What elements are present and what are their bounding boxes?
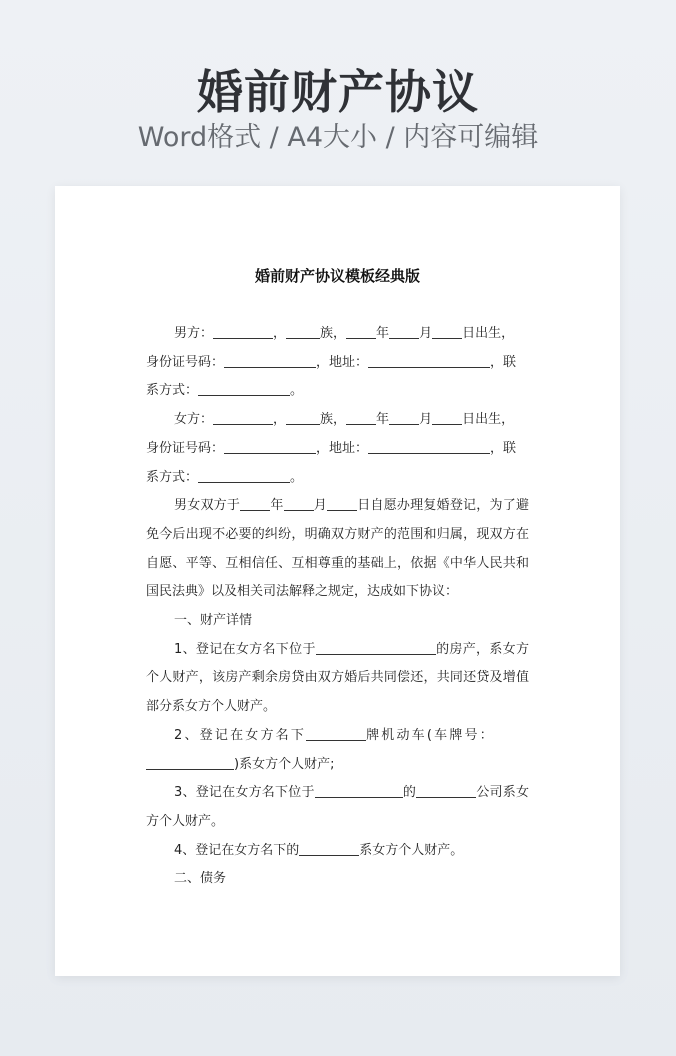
month-label: 月	[419, 326, 433, 341]
item-text-mid: 的	[402, 785, 417, 801]
vehicle-brand-blank	[306, 726, 366, 741]
plate-number-blank	[146, 755, 234, 770]
separator: ，	[273, 326, 287, 341]
item-text-rest: )系女方个人财产;	[234, 756, 335, 772]
item-text: 4、登记在女方名下的	[174, 842, 300, 858]
period: 。	[290, 469, 304, 485]
male-label: 男方：	[174, 326, 214, 341]
year-label: 年	[376, 326, 390, 341]
asset-item-4	[146, 837, 529, 866]
female-id-line	[146, 435, 529, 464]
female-contact-line	[146, 464, 529, 493]
male-day-blank	[432, 324, 462, 339]
asset-item-3	[146, 779, 529, 836]
ethnic-label: 族，	[320, 326, 347, 341]
female-ethnic-blank	[286, 410, 320, 425]
contact-label: 系方式：	[146, 383, 199, 399]
female-id-blank	[224, 439, 316, 454]
item-text: 1、登记在女方名下位于	[174, 641, 316, 657]
house-location-blank	[316, 640, 436, 655]
item-text: 3、登记在女方名下位于	[174, 785, 315, 801]
intro-text-rest: 日自愿办理复婚登记，为了避免今后出现不必要的纠纷，明确双方财产的范围和归属，现双方在自愿、平等、互相信任、互相尊重的基础上，依据《中华人民共和国民法典》以及相关司法解释之规定，达成如下协议：	[146, 498, 529, 600]
contact-label: 系方式：	[146, 469, 199, 485]
item-text-rest: 系女方个人财产。	[359, 842, 464, 858]
section-heading-assets: 一、财产详情	[174, 613, 253, 629]
female-contact-blank	[198, 468, 290, 483]
page-subtitle: Word格式 / A4大小 / 内容可编辑	[137, 122, 539, 153]
page-title: 婚前财产协议	[197, 65, 479, 119]
male-contact-blank	[198, 381, 290, 396]
intro-paragraph	[146, 492, 529, 607]
male-contact-line	[146, 377, 529, 406]
asset-item-2-cont	[146, 751, 529, 780]
female-name-blank	[213, 410, 273, 425]
female-day-blank	[432, 410, 462, 425]
asset-item-1	[146, 636, 529, 722]
male-id-blank	[224, 353, 316, 368]
female-month-blank	[389, 410, 419, 425]
id-label: 身份证号码：	[146, 354, 225, 370]
male-ethnic-blank	[286, 324, 320, 339]
month-label: 月	[419, 412, 433, 428]
company-name-blank	[416, 783, 476, 798]
asset-item-2	[146, 722, 529, 751]
birth-label: 日出生，	[462, 412, 515, 428]
female-label: 女方：	[174, 412, 214, 428]
month-label: 月	[313, 498, 328, 514]
contact-label-part: ，联	[490, 354, 517, 370]
id-label: 身份证号码：	[146, 440, 225, 456]
male-name-blank	[213, 324, 273, 339]
document-page	[55, 186, 620, 976]
intro-text: 男女双方于	[174, 498, 241, 514]
item-text-rest: 公司系女方个人财产。	[146, 785, 529, 829]
address-label: ，地址：	[316, 440, 369, 456]
document-body	[146, 320, 529, 894]
address-label: ，地址：	[316, 354, 369, 370]
intro-day-blank	[327, 496, 357, 511]
contact-label-part: ，联	[490, 440, 517, 456]
female-address-blank	[368, 439, 490, 454]
item-text-mid: 牌机动车(车牌号：	[366, 727, 495, 743]
period: 。	[290, 383, 304, 399]
item-text: 2、登记在女方名下	[174, 727, 307, 743]
male-month-blank	[389, 324, 419, 339]
intro-month-blank	[284, 496, 314, 511]
asset-name-blank	[299, 841, 359, 856]
section-heading-debts: 二、债务	[174, 871, 227, 887]
separator: ，	[273, 412, 287, 428]
female-year-blank	[346, 410, 376, 425]
company-location-blank	[315, 783, 403, 798]
intro-year-blank	[240, 496, 270, 511]
male-address-blank	[368, 353, 490, 368]
male-year-blank	[346, 324, 376, 339]
male-info-line	[146, 320, 529, 349]
item-text-rest: 的房产，系女方个人财产，该房产剩余房贷由双方婚后共同偿还，共同还贷及增值部分系女方个人财产。	[146, 641, 529, 715]
female-info-line	[146, 406, 529, 435]
birth-label: 日出生，	[462, 326, 515, 341]
document-title: 婚前财产协议模板经典版	[254, 267, 420, 285]
year-label: 年	[376, 412, 390, 428]
ethnic-label: 族，	[320, 412, 347, 428]
year-label: 年	[270, 498, 284, 514]
male-id-line	[146, 349, 529, 378]
